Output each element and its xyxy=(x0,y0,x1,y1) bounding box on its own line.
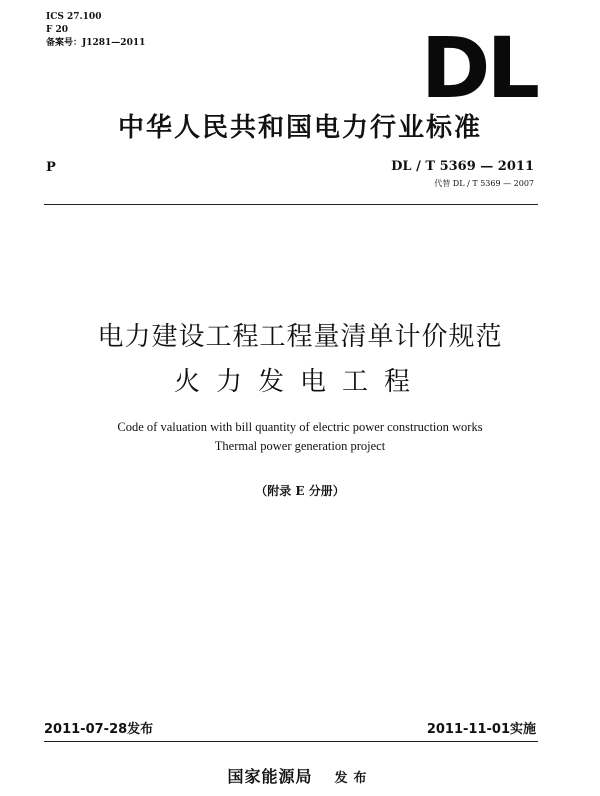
volume-note: （附录 E 分册） xyxy=(255,484,345,498)
document-title-cn: 电力建设工程工程量清单计价规范 xyxy=(97,322,503,352)
ics-code: ICS 27.100 xyxy=(46,12,102,22)
standard-title: 中华人民共和国电力行业标准 xyxy=(117,113,482,143)
dl-logo: DL xyxy=(420,19,536,117)
publisher xyxy=(0,764,600,787)
header-divider xyxy=(44,204,538,205)
publisher-name: 国家能源局 xyxy=(227,767,313,786)
standard-number: DL / T 5369 — 2011 xyxy=(391,159,534,174)
document-subtitle-cn: 火力发电工程 xyxy=(173,367,426,397)
record-number: 备案号：J1281—2011 xyxy=(46,38,146,48)
implementation-date: 2011-11-01实施 xyxy=(426,722,536,737)
replaces-standard: 代替 DL / T 5369 — 2007 xyxy=(434,179,534,188)
publisher-action: 发布 xyxy=(334,771,373,786)
category-code: P xyxy=(46,160,56,175)
document-title-en: Code of valuation with bill quantity of electric power construction works xyxy=(117,420,483,434)
document-subtitle-en: Thermal power generation project xyxy=(214,439,386,453)
classification-code: F 20 xyxy=(46,25,69,35)
footer-divider xyxy=(44,741,538,742)
issue-date: 2011-07-28发布 xyxy=(44,722,154,737)
